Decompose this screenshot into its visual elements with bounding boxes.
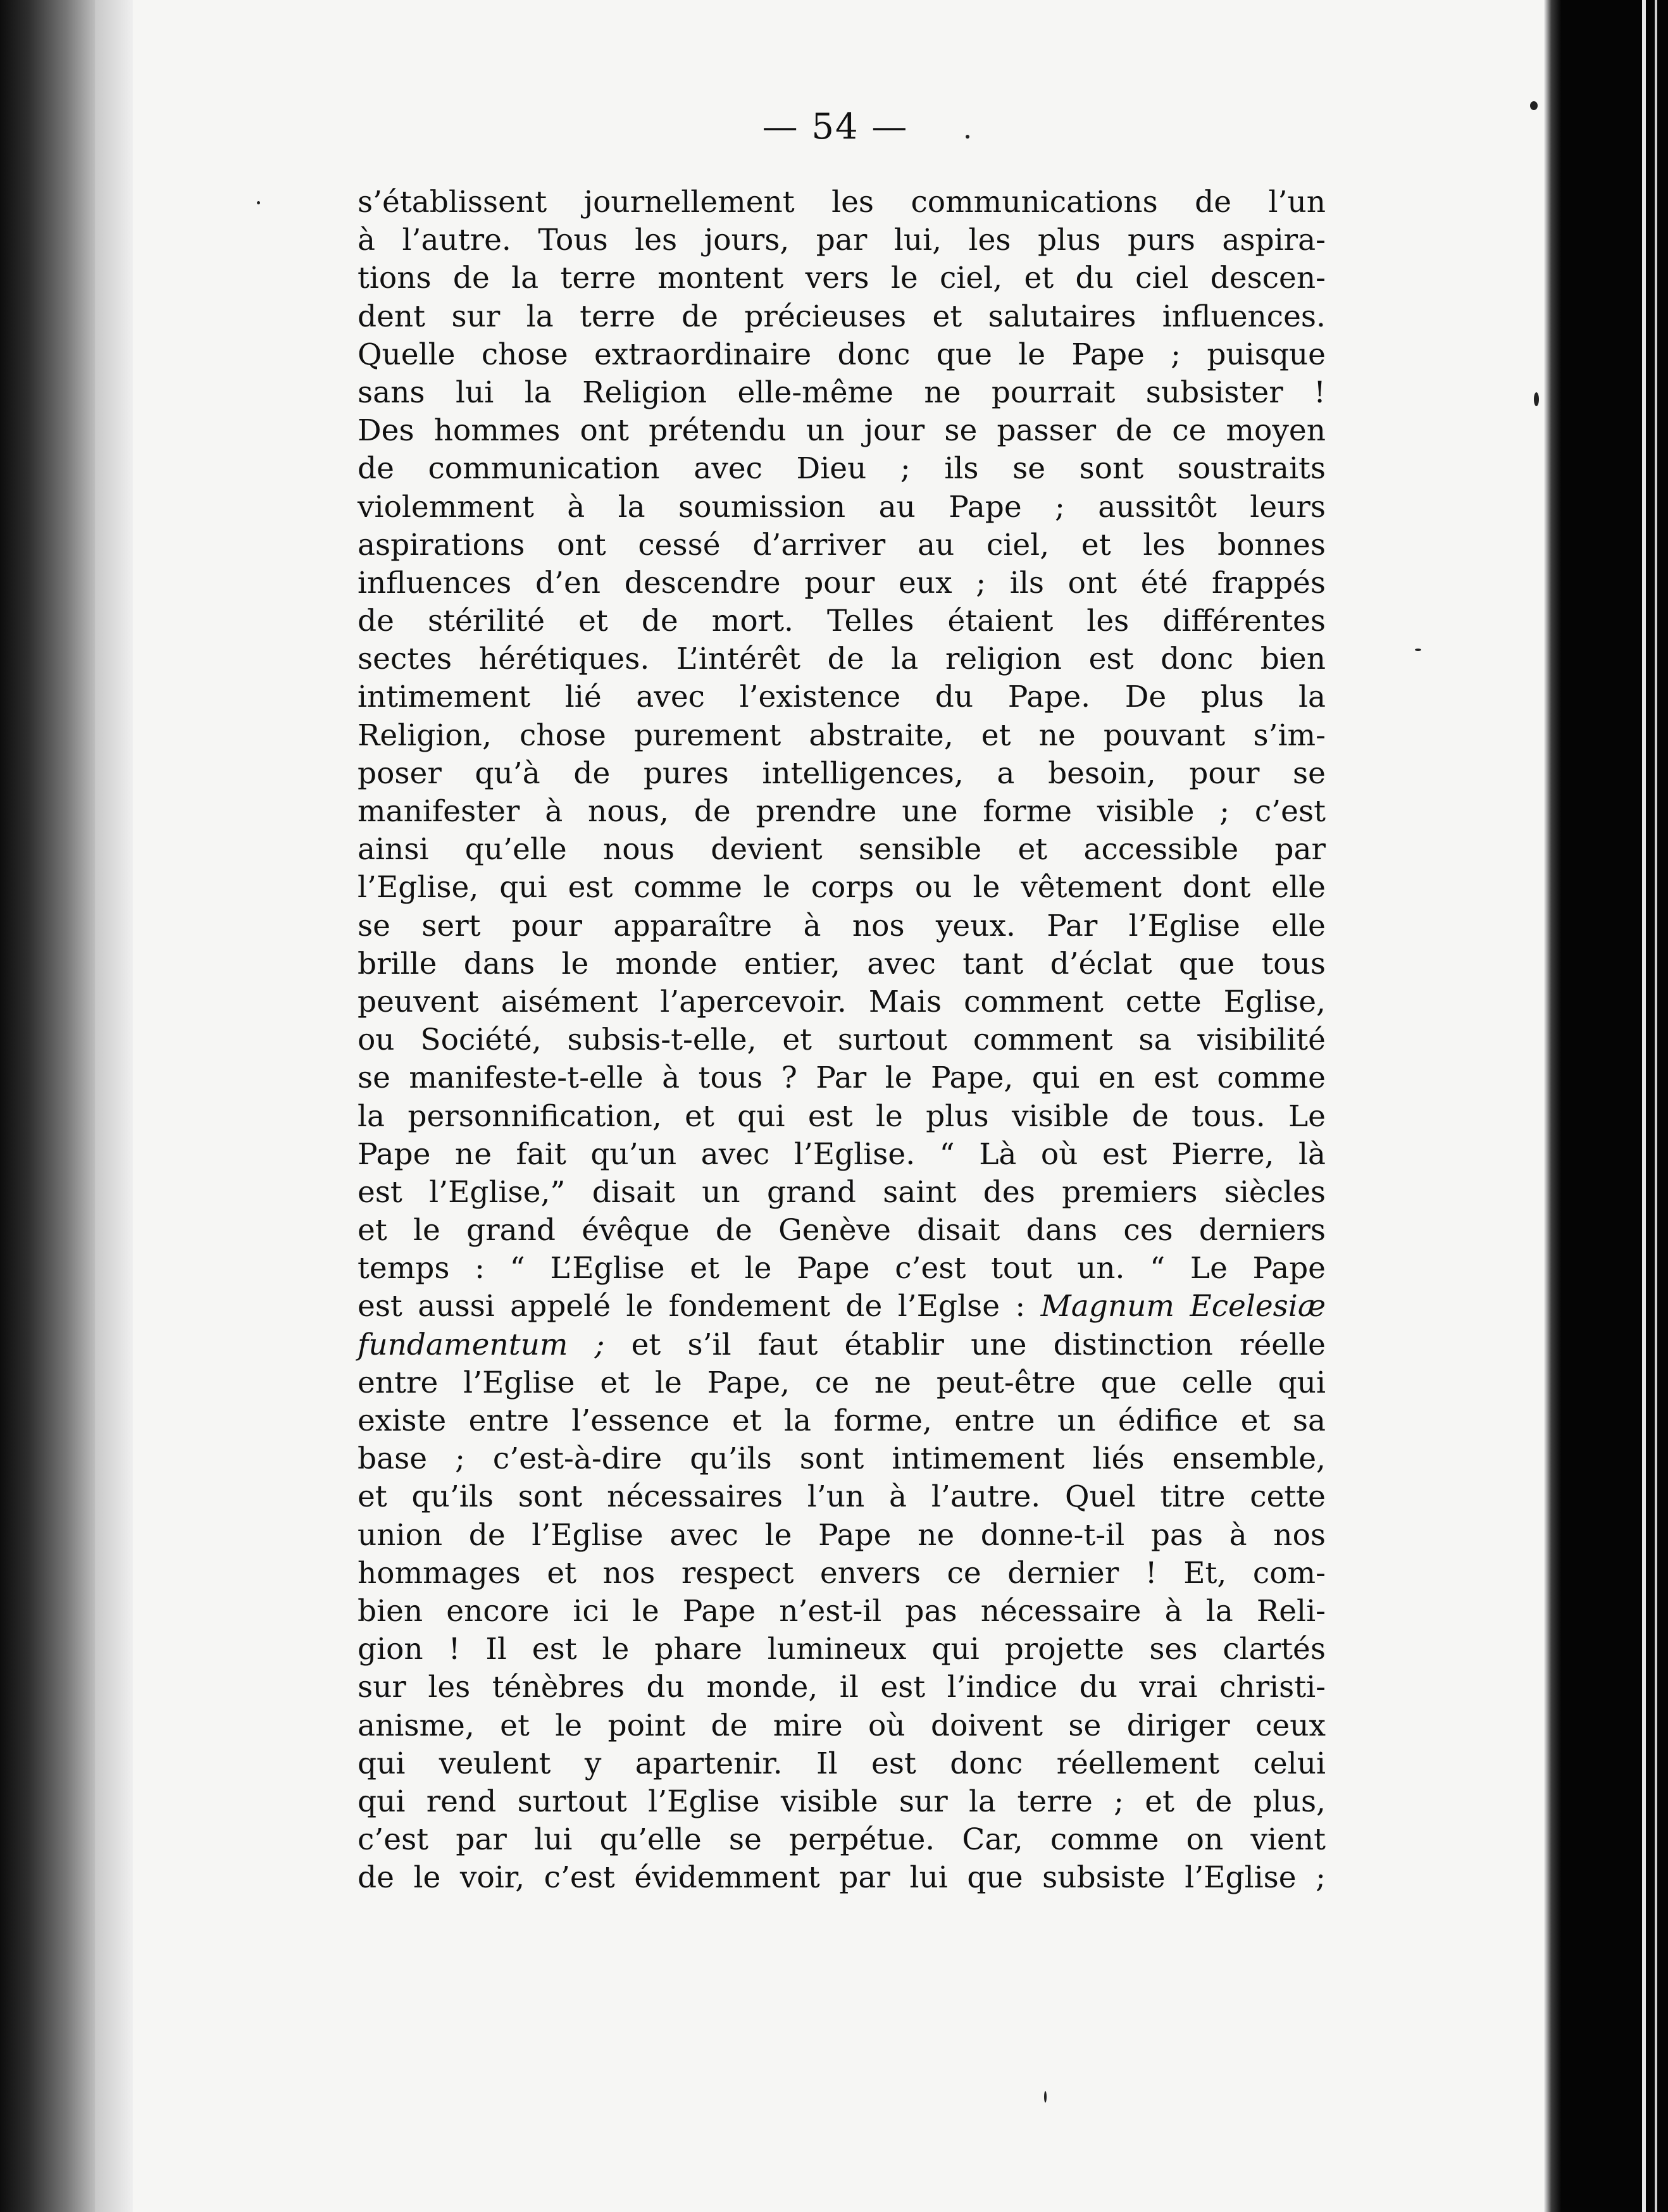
text-line: base ; c’est-à-dire qu’ils sont intimement liés ensemble, [358,1441,1326,1477]
text-line: brille dans le monde entier, avec tant d’éclat que tous [358,946,1326,981]
text-line: sectes hérétiques. L’intérêt de la religion est donc bien [358,642,1326,677]
text-line: à l’autre. Tous les jours, par lui, les plus purs aspira- [358,223,1326,258]
text-segment: et s’il faut établir une distinction réelle [604,1327,1326,1362]
scan-speck [1415,649,1421,651]
text-line: temps : “ L’Eglise et le Pape c’est tout un. “ Le Pape [358,1251,1326,1286]
text-line: dent sur la terre de précieuses et salutaires influences. [358,299,1326,334]
text-line: Quelle chose extraordinaire donc que le Pape ; puisque [358,337,1326,372]
text-line: qui veulent y apartenir. Il est donc réellement celui [358,1746,1326,1781]
page-gutter [95,0,133,2212]
page-number: — 54 — [762,106,909,147]
scan-speck [1534,392,1539,406]
text-line: et le grand évêque de Genève disait dans ces derniers [358,1213,1326,1248]
text-line: Des hommes ont prétendu un jour se passer de ce moyen [358,413,1326,449]
text-line: la personnification, et qui est le plus visible de tous. Le [358,1098,1326,1134]
text-line: manifester à nous, de prendre une forme visible ; c’est [358,794,1326,829]
text-line: sur les ténèbres du monde, il est l’indice du vrai christi- [358,1670,1326,1705]
text-line: s’établissent journellement les communications de l’un [358,185,1326,220]
scan-speck [1044,2091,1047,2103]
text-line: de communication avec Dieu ; ils se sont soustraits [358,451,1326,487]
right-edge-line [1642,0,1646,2212]
text-line: Pape ne fait qu’un avec l’Eglise. “ Là où est Pierre, là [358,1136,1326,1172]
text-line: se sert pour apparaître à nos yeux. Par l’Eglise elle [358,908,1326,943]
text-line: hommages et nos respect envers ce dernier ! Et, com- [358,1555,1326,1591]
scan-speck [1530,101,1538,110]
text-segment: est aussi appelé le fondement de l’Eglse : [358,1289,1041,1324]
text-line: se manifeste-t-elle à tous ? Par le Pape, qui en est comme [358,1060,1326,1096]
text-line: existe entre l’essence et la forme, entre un édifice et sa [358,1403,1326,1438]
text-line: gion ! Il est le phare lumineux qui projette ses clartés [358,1632,1326,1667]
text-line: sans lui la Religion elle-même ne pourrait subsister ! [358,375,1326,410]
right-edge-line-secondary [1655,0,1657,2212]
text-line: poser qu’à de pures intelligences, a besoin, pour se [358,755,1326,791]
text-line: c’est par lui qu’elle se perpétue. Car, comme on vient [358,1822,1326,1858]
text-line: violemment à la soumission au Pape ; aussitôt leurs [358,489,1326,525]
text-line: peuvent aisément l’apercevoir. Mais comment cette Eglise, [358,984,1326,1019]
body-text [358,183,1326,1897]
text-line: anisme, et le point de mire où doivent se diriger ceux [358,1708,1326,1743]
text-line: intimement lié avec l’existence du Pape. De plus la [358,680,1326,715]
text-line: entre l’Eglise et le Pape, ce ne peut-être que celle qui [358,1365,1326,1400]
latin-italic-phrase: fundamentum ; [358,1327,605,1362]
text-line: qui rend surtout l’Eglise visible sur la terre ; et de plus, [358,1784,1326,1819]
binding-spine [0,0,95,2212]
text-line: de le voir, c’est évidemment par lui que subsiste l’Eglise ; [358,1860,1326,1896]
text-line: ainsi qu’elle nous devient sensible et accessible par [358,832,1326,867]
text-line: tions de la terre montent vers le ciel, et du ciel descen- [358,261,1326,296]
text-line: influences d’en descendre pour eux ; ils ont été frappés [358,565,1326,600]
text-line-with-italic [358,1326,1326,1364]
text-line: et qu’ils sont nécessaires l’un à l’autre. Quel titre cette [358,1479,1326,1515]
text-line: bien encore ici le Pape n’est-il pas nécessaire à la Reli- [358,1593,1326,1629]
text-line: union de l’Eglise avec le Pape ne donne-t-il pas à nos [358,1517,1326,1553]
text-line: ou Société, subsis-t-elle, et surtout comment sa visibilité [358,1022,1326,1058]
text-line: l’Eglise, qui est comme le corps ou le vêtement dont elle [358,870,1326,905]
right-dark-border [1544,0,1668,2212]
latin-italic-phrase: Magnum Ecelesiæ [1040,1289,1326,1324]
scan-speck [257,201,260,204]
text-line: est l’Eglise,” disait un grand saint des premiers siècles [358,1174,1326,1210]
text-line-with-italic [358,1288,1326,1326]
text-line: Religion, chose purement abstraite, et ne pouvant s’im- [358,718,1326,753]
text-line: aspirations ont cessé d’arriver au ciel, et les bonnes [358,527,1326,562]
text-line: de stérilité et de mort. Telles étaient les différentes [358,604,1326,639]
